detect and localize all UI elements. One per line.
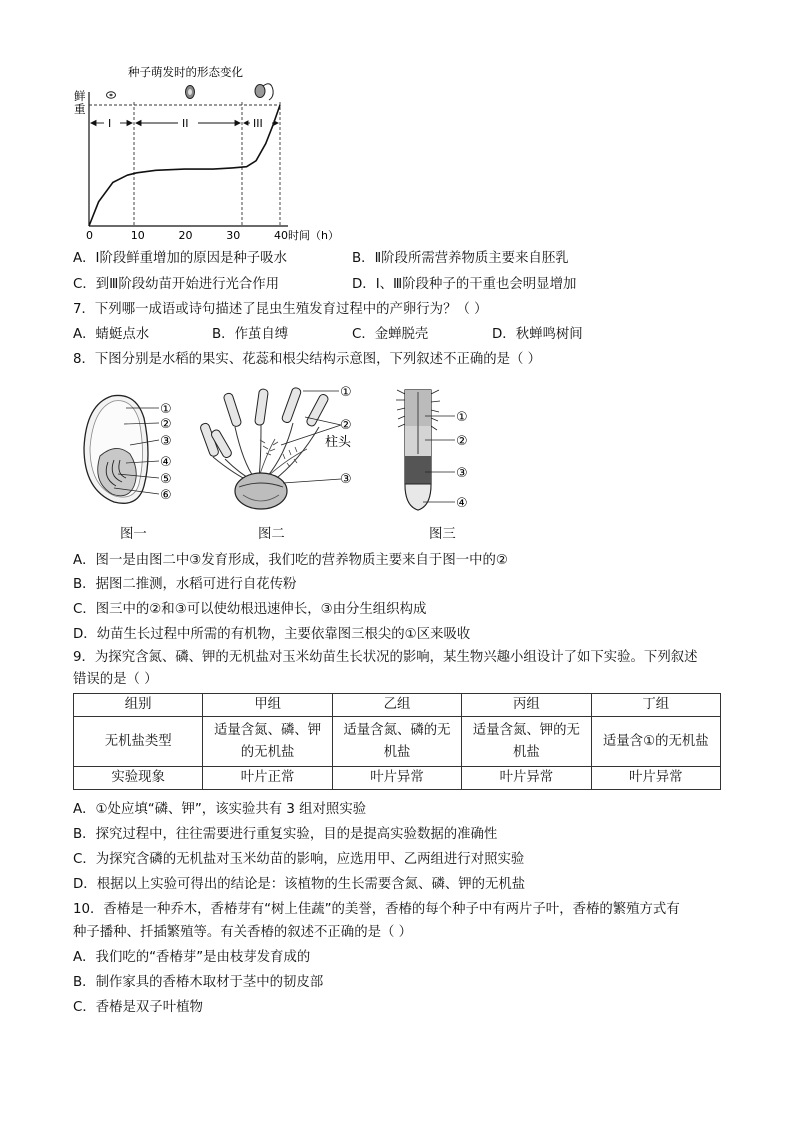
fig2-label-3: ③ [340, 472, 352, 487]
q6-option-d[interactable]: D．Ⅰ、Ⅲ阶段种子的干重也会明显增加 [352, 277, 577, 292]
q10-option-b[interactable]: B．制作家具的香椿木取材于茎中的韧皮部 [73, 975, 324, 990]
table-header-cell: 甲组 [203, 694, 332, 717]
fig1-label-6: ⑥ [160, 488, 172, 503]
figure-2-flower-parts [195, 383, 365, 513]
seed-sketch-2 [186, 86, 195, 99]
anther [281, 387, 302, 424]
stage-label-2: II [182, 117, 189, 130]
q8-option-c[interactable]: C．图三中的②和③可以使幼根迅速伸长，③由分生组织构成 [73, 602, 427, 617]
x-tick-label: 20 [178, 229, 193, 242]
table-header-row [74, 694, 721, 717]
x-tick-label: 40 [274, 229, 288, 242]
q6-option-c[interactable]: C．到Ⅲ阶段幼苗开始进行光合作用 [73, 277, 280, 292]
table-cell: 适量含氮、磷、钾 的无机盐 [203, 717, 332, 767]
fig2-stigma-label: 柱头 [325, 435, 352, 450]
table-header-cell: 丙组 [462, 694, 591, 717]
fig2-label-2: ② [340, 418, 352, 433]
q7-option-a[interactable]: A．蜻蜓点水 [73, 327, 150, 342]
chart-ylabel: 鲜重 [74, 89, 86, 116]
fig3-label-3: ③ [456, 466, 468, 481]
seed-sketch-1 [107, 92, 116, 98]
fig1-label-2: ② [160, 417, 172, 432]
q10-option-a[interactable]: A．我们吃的“香椿芽”是由枝芽发育成的 [73, 950, 311, 965]
table-cell: 适量含氮、磷的无 机盐 [332, 717, 461, 767]
stage-label-1: I [108, 117, 112, 130]
q7-option-b[interactable]: B．作茧自缚 [212, 327, 289, 342]
q8-stem: 8．下图分别是水稻的果实、花蕊和根尖结构示意图，下列叙述不正确的是（ ） [73, 352, 542, 367]
q6-option-a[interactable]: A．Ⅰ阶段鲜重增加的原因是种子吸水 [73, 251, 287, 266]
q7-option-c[interactable]: C．金蝉脱壳 [352, 327, 429, 342]
root-cap [405, 484, 431, 510]
q7-stem: 7．下列哪一成语或诗句描述了昆虫生殖发育过程中的产卵行为？（ ） [73, 302, 488, 317]
anther [255, 389, 269, 426]
fig1-label-5: ⑤ [160, 472, 172, 487]
table-header-cell: 乙组 [332, 694, 461, 717]
q9-stem-line-1: 9．为探究含氮、磷、钾的无机盐对玉米幼苗生长状况的影响，某生物兴趣小组设计了如下实验。下列叙述 [73, 650, 698, 665]
q10-option-c[interactable]: C．香椿是双子叶植物 [73, 1000, 203, 1015]
fig3-caption: 图三 [429, 527, 456, 542]
fig3-label-2: ② [456, 434, 468, 449]
table-row [74, 717, 721, 767]
fig1-label-4: ④ [160, 455, 172, 470]
q8-option-a[interactable]: A．图一是由图二中③发育形成，我们吃的营养物质主要来自于图一中的② [73, 553, 508, 568]
q9-experiment-table [73, 693, 721, 790]
q9-option-a[interactable]: A．①处应填“磷、钾”，该实验共有 3 组对照实验 [73, 802, 367, 817]
q6-option-b[interactable]: B．Ⅱ阶段所需营养物质主要来自胚乳 [352, 251, 569, 266]
table-cell: 叶片异常 [332, 767, 461, 790]
q8-option-d[interactable]: D．幼苗生长过程中所需的有机物，主要依靠图三根尖的①区来吸收 [73, 627, 471, 642]
anther [223, 392, 242, 427]
table-cell: 适量含①的无机盐 [591, 717, 720, 767]
table-cell: 实验现象 [74, 767, 203, 790]
q10-stem-line-1: 10．香椿是一种乔木，香椿芽有“树上佳蔬”的美誉，香椿的每个种子中有两片子叶，香椿的繁殖方式有 [73, 902, 680, 917]
fig3-label-4: ④ [456, 496, 468, 511]
chart-title: 种子萌发时的形态变化 [128, 65, 243, 79]
q9-option-c[interactable]: C．为探究含磷的无机盐对玉米幼苗的影响，应选用甲、乙两组进行对照实验 [73, 852, 525, 867]
table-header-cell: 丁组 [591, 694, 720, 717]
table-cell: 适量含氮、钾的无 机盐 [462, 717, 591, 767]
table-cell: 叶片异常 [462, 767, 591, 790]
table-row [74, 767, 721, 790]
stage-label-3: III [253, 117, 263, 130]
table-header-cell: 组别 [74, 694, 203, 717]
q9-option-b[interactable]: B．探究过程中，往往需要进行重复实验，目的是提高实验数据的准确性 [73, 827, 498, 842]
fig1-caption: 图一 [120, 527, 147, 542]
table-cell: 叶片异常 [591, 767, 720, 790]
q9-option-d[interactable]: D．根据以上实验可得出的结论是：该植物的生长需要含氮、磷、钾的无机盐 [73, 877, 526, 892]
x-axis-label: 时间（h） [288, 229, 339, 242]
q9-stem-line-2: 错误的是（ ） [73, 672, 158, 687]
x-tick-label: 30 [226, 229, 241, 242]
x-tick-label: 0 [86, 229, 93, 242]
fig1-label-3: ③ [160, 434, 172, 449]
meristem-zone [405, 456, 431, 484]
table-cell: 叶片正常 [203, 767, 332, 790]
q8-option-b[interactable]: B．据图二推测，水稻可进行自花传粉 [73, 577, 297, 592]
q7-option-d[interactable]: D．秋蝉鸣树间 [492, 327, 583, 342]
fig2-caption: 图二 [258, 527, 285, 542]
anther [305, 393, 329, 427]
ovary [235, 473, 287, 509]
x-tick-label: 10 [130, 229, 145, 242]
table-cell: 无机盐类型 [74, 717, 203, 767]
q10-stem-line-2: 种子播种、扦插繁殖等。有关香椿的叙述不正确的是（ ） [73, 925, 413, 940]
seed-germination-chart [70, 60, 339, 245]
figure-1-rice-grain [72, 390, 192, 510]
fig1-label-1: ① [160, 402, 172, 417]
seed-sketch-3 [255, 84, 273, 100]
figure-3-root-tip [395, 388, 485, 518]
fig3-label-1: ① [456, 410, 468, 425]
fig2-label-1: ① [340, 385, 352, 400]
